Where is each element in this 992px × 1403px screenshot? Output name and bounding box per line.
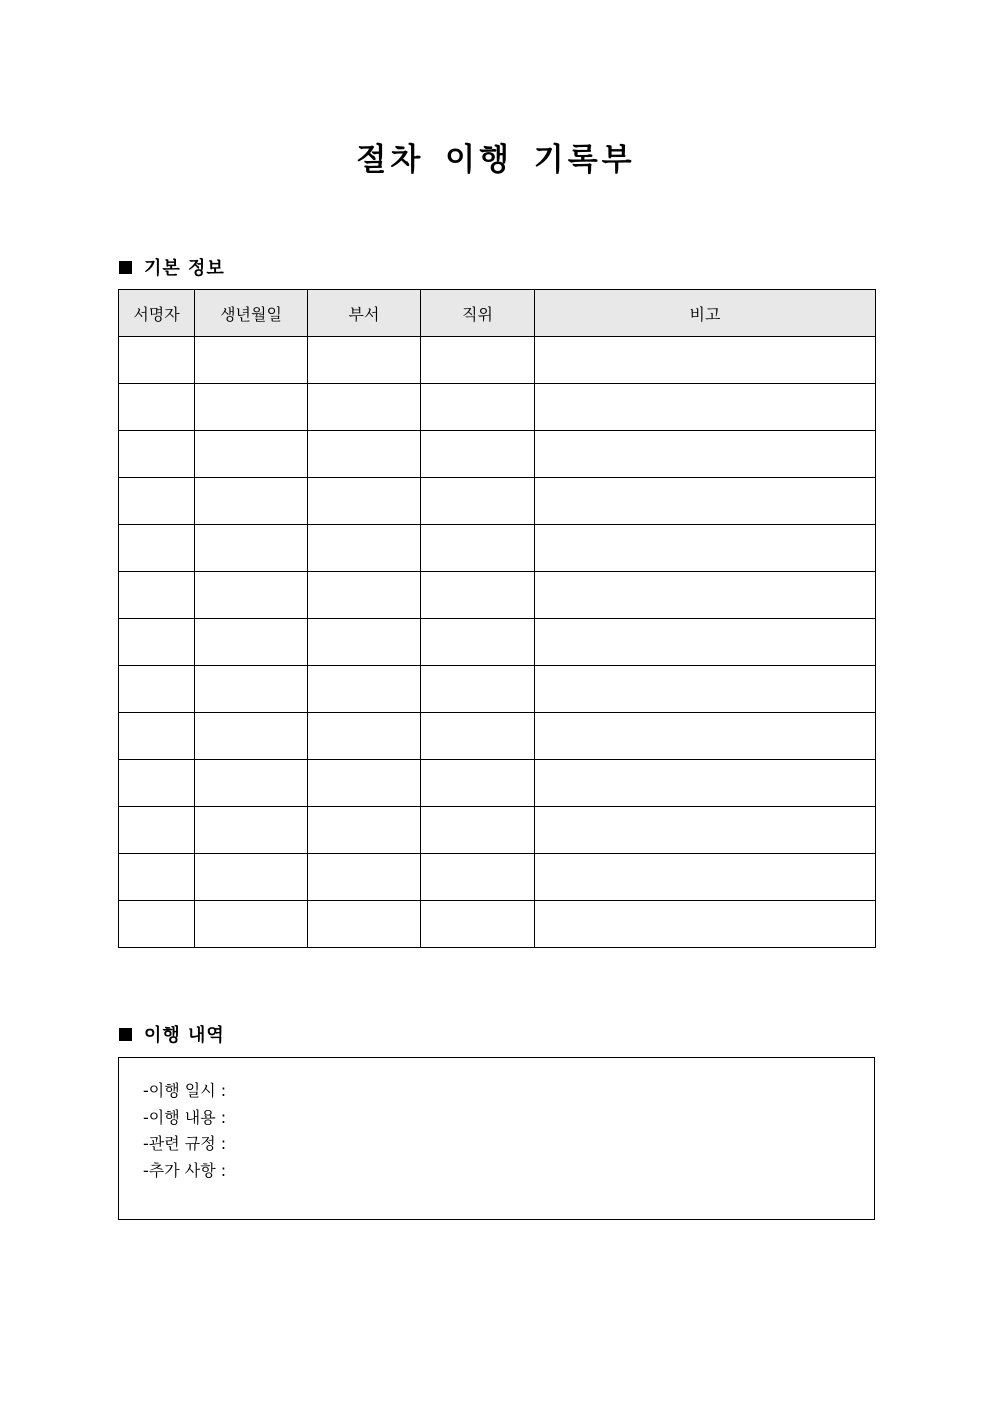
section-heading-basic-info <box>119 254 225 280</box>
table-cell[interactable] <box>535 760 876 807</box>
table-cell[interactable] <box>308 431 421 478</box>
basic-info-table <box>118 289 876 948</box>
table-body <box>119 337 876 948</box>
section-heading-label: 기본 정보 <box>144 258 225 279</box>
table-cell[interactable] <box>195 478 308 525</box>
table-cell[interactable] <box>195 525 308 572</box>
section-heading-history <box>119 1021 225 1047</box>
table-cell[interactable] <box>421 431 535 478</box>
table-cell[interactable] <box>535 337 876 384</box>
table-cell[interactable] <box>421 337 535 384</box>
table-cell[interactable] <box>308 619 421 666</box>
square-bullet-icon <box>119 261 132 274</box>
column-header: 생년월일 <box>195 290 308 337</box>
table-row <box>119 807 876 854</box>
table-cell[interactable] <box>308 807 421 854</box>
table-cell[interactable] <box>195 619 308 666</box>
table-cell[interactable] <box>421 807 535 854</box>
table-cell[interactable] <box>195 901 308 948</box>
table-cell[interactable] <box>119 525 195 572</box>
table-cell[interactable] <box>119 666 195 713</box>
table-cell[interactable] <box>119 431 195 478</box>
table-cell[interactable] <box>308 760 421 807</box>
table-cell[interactable] <box>195 337 308 384</box>
table-cell[interactable] <box>421 619 535 666</box>
table-cell[interactable] <box>421 713 535 760</box>
table-cell[interactable] <box>308 666 421 713</box>
table-cell[interactable] <box>421 525 535 572</box>
table-cell[interactable] <box>195 384 308 431</box>
history-box <box>118 1057 875 1220</box>
history-line-regulation: -관련 규정 : <box>143 1134 227 1154</box>
table-cell[interactable] <box>535 901 876 948</box>
table-cell[interactable] <box>535 572 876 619</box>
history-line-additional: -추가 사항 : <box>143 1160 227 1180</box>
table-cell[interactable] <box>308 713 421 760</box>
table-cell[interactable] <box>119 713 195 760</box>
square-bullet-icon <box>119 1028 132 1041</box>
table-row <box>119 525 876 572</box>
table-cell[interactable] <box>535 854 876 901</box>
table-row <box>119 431 876 478</box>
column-header: 직위 <box>421 290 535 337</box>
table-cell[interactable] <box>119 901 195 948</box>
table-row <box>119 619 876 666</box>
table-cell[interactable] <box>308 478 421 525</box>
table-row <box>119 572 876 619</box>
table-cell[interactable] <box>119 807 195 854</box>
table-cell[interactable] <box>195 760 308 807</box>
table-cell[interactable] <box>308 854 421 901</box>
table-cell[interactable] <box>535 619 876 666</box>
history-lines <box>143 1078 226 1184</box>
table-cell[interactable] <box>119 478 195 525</box>
table-cell[interactable] <box>421 901 535 948</box>
table-cell[interactable] <box>308 337 421 384</box>
history-line-content: -이행 내용 : <box>143 1107 227 1127</box>
table-cell[interactable] <box>119 619 195 666</box>
table-row <box>119 854 876 901</box>
column-header: 비고 <box>535 290 876 337</box>
column-header: 부서 <box>308 290 421 337</box>
table-cell[interactable] <box>535 713 876 760</box>
table-cell[interactable] <box>119 572 195 619</box>
table-cell[interactable] <box>308 525 421 572</box>
table-cell[interactable] <box>535 431 876 478</box>
table-cell[interactable] <box>308 572 421 619</box>
table-cell[interactable] <box>308 901 421 948</box>
table-row <box>119 901 876 948</box>
table-cell[interactable] <box>195 807 308 854</box>
document-title: 절차 이행 기록부 <box>356 142 636 178</box>
section-heading-label: 이행 내역 <box>144 1025 225 1046</box>
table-header-row <box>119 290 876 337</box>
table-cell[interactable] <box>195 713 308 760</box>
table-cell[interactable] <box>195 572 308 619</box>
table-cell[interactable] <box>421 760 535 807</box>
table-cell[interactable] <box>421 384 535 431</box>
table-cell[interactable] <box>421 478 535 525</box>
table-cell[interactable] <box>535 666 876 713</box>
history-line-date: -이행 일시 : <box>143 1081 227 1100</box>
table-cell[interactable] <box>535 478 876 525</box>
table-cell[interactable] <box>195 854 308 901</box>
table-row <box>119 337 876 384</box>
table-cell[interactable] <box>535 807 876 854</box>
table-cell[interactable] <box>421 854 535 901</box>
table-row <box>119 666 876 713</box>
table-cell[interactable] <box>195 431 308 478</box>
table-row <box>119 760 876 807</box>
table-cell[interactable] <box>535 525 876 572</box>
table-cell[interactable] <box>421 572 535 619</box>
table-cell[interactable] <box>421 666 535 713</box>
table-cell[interactable] <box>119 384 195 431</box>
table-cell[interactable] <box>119 337 195 384</box>
table-cell[interactable] <box>119 854 195 901</box>
table-row <box>119 384 876 431</box>
table-cell[interactable] <box>308 384 421 431</box>
table-row <box>119 478 876 525</box>
column-header: 서명자 <box>119 290 195 337</box>
table-cell[interactable] <box>535 384 876 431</box>
table-row <box>119 713 876 760</box>
table-cell[interactable] <box>195 666 308 713</box>
table-cell[interactable] <box>119 760 195 807</box>
